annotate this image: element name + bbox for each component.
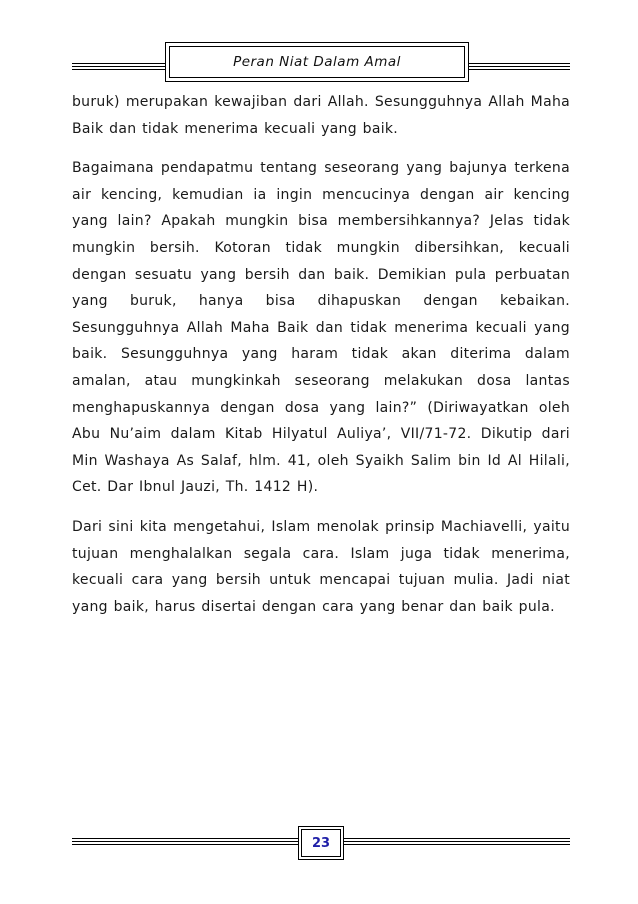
header-title-box-inner <box>169 46 465 78</box>
page-number: 23 <box>311 835 331 851</box>
paragraph-2: Bagaimana pendapatmu tentang seseorang yang bajunya terkena air kencing, kemudian ia ingin mencucinya dengan air kencing yang lain? Apakah mungkin bisa membersihkannya? Jelas tidak mungkin bersih. Kotoran tidak mungkin dibersihkan, kecuali dengan sesuatu yang bersih dan baik. Demikian pula perbuatan yang buruk, hanya bisa dihapuskan dengan kebaikan. Sesungguhnya Allah Maha Baik dan tidak menerima kecuali yang baik. Sesungguhnya yang haram tidak akan diterima dalam amalan, atau mungkinkah seseorang melakukan dosa lantas menghapuskannya dengan dosa yang lain?” (Diriwayatkan oleh Abu Nu’aim dalam Kitab Hilyatul Auliya’, VII/71-72. Dikutip dari Min Washaya As Salaf, hlm. 41, oleh Syaikh Salim bin Id Al Hilali, Cet. Dar Ibnul Jauzi, Th. 1412 H). <box>72 160 570 496</box>
paragraph-3: Dari sini kita mengetahui, Islam menolak prinsip Machiavelli, yaitu tujuan menghalalkan segala cara. Islam juga tidak menerima, kecuali cara yang bersih untuk mencapai tujuan mulia. Jadi niat yang baik, harus disertai dengan cara yang benar dan baik pula. <box>72 518 570 615</box>
page-body <box>72 89 570 620</box>
paragraph-1: buruk) merupakan kewajiban dari Allah. Sesungguhnya Allah Maha Baik dan tidak menerima kecuali yang baik. <box>72 94 570 137</box>
page-number-box <box>298 826 344 860</box>
header-title-box <box>165 42 469 82</box>
page-number-box-inner <box>301 829 341 857</box>
running-header-title: Peran Niat Dalam Amal <box>233 54 401 70</box>
